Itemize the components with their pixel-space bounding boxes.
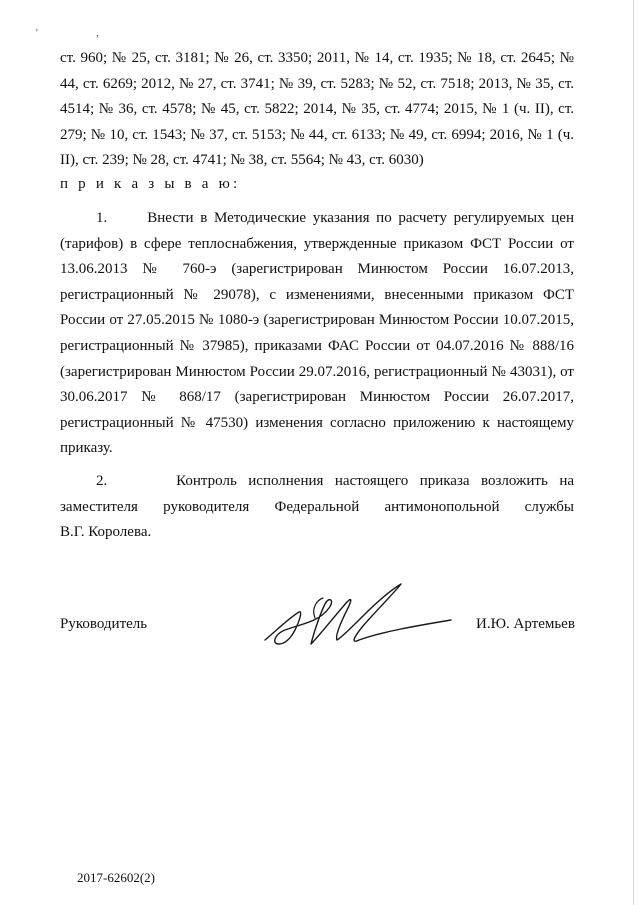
references-paragraph: ст. 960; № 25, ст. 3181; № 26, ст. 3350; 2011, № 14, ст. 1935; № 18, ст. 2645; № 44, ст. 6269; 2012, № 27, ст. 3741; № 39, ст. 5283; № 52, ст. 7518; 2013, № 35, ст. 4514; № 36, ст. 4578; № 45, ст. 5822; 2014, № 35, ст. 4774; 2015, № 1 (ч. II), ст. 279; № 10, ст. 1543; № 37, ст. 5153; № 44, ст. 6133; № 49, ст. 6994; 2016, № 1 (ч. II), ст. 239; № 28, ст. 4741; № 38, ст. 5564; № 43, ст. 6030) (60, 50, 574, 169)
order-item-2 (60, 469, 574, 546)
handwritten-signature (255, 578, 455, 656)
item-2-line-3: В.Г. Королева. (60, 524, 152, 541)
scan-edge (633, 0, 634, 905)
signer-name: И.Ю. Артемьев (476, 616, 575, 632)
document-number: 2017-62602(2) (77, 870, 155, 885)
order-item-1 (60, 206, 574, 462)
order-heading: п р и к а з ы в а ю: (60, 176, 241, 192)
legal-references (60, 46, 574, 174)
item-1-paragraph: 1. Внести в Методические указания по расчету регулируемых цен (тарифов) в сфере теплоснабжения, утвержденные приказом ФСТ России от 13.06.2013 № 760-э (зарегистрирован Минюстом России 16.07.2013, регистрационный № 29078), с изменениями, внесенными приказом ФСТ России от 27.05.2015 № 1080-э (зарегистрирован Минюстом России 10.07.2015, регистрационный № 37985), приказами ФАС России от 04.07.2016 № 888/16 (зарегистрирован Минюстом России 29.07.2016, регистрационный № 43031), от 30.06.2017 № 868/17 (зарегистрирован Минюстом России 26.07.2017, регистрационный № 47530) изменения согласно приложению к настоящему приказу. (60, 210, 574, 457)
item-2-line-1: 2. Контроль исполнения настоящего приказа возложить на (96, 473, 574, 489)
item-2-line-2: заместителя руководителя Федеральной антимонопольной службы (60, 498, 574, 515)
scan-specks: ' , (36, 28, 127, 39)
signer-role: Руководитель (60, 616, 148, 632)
